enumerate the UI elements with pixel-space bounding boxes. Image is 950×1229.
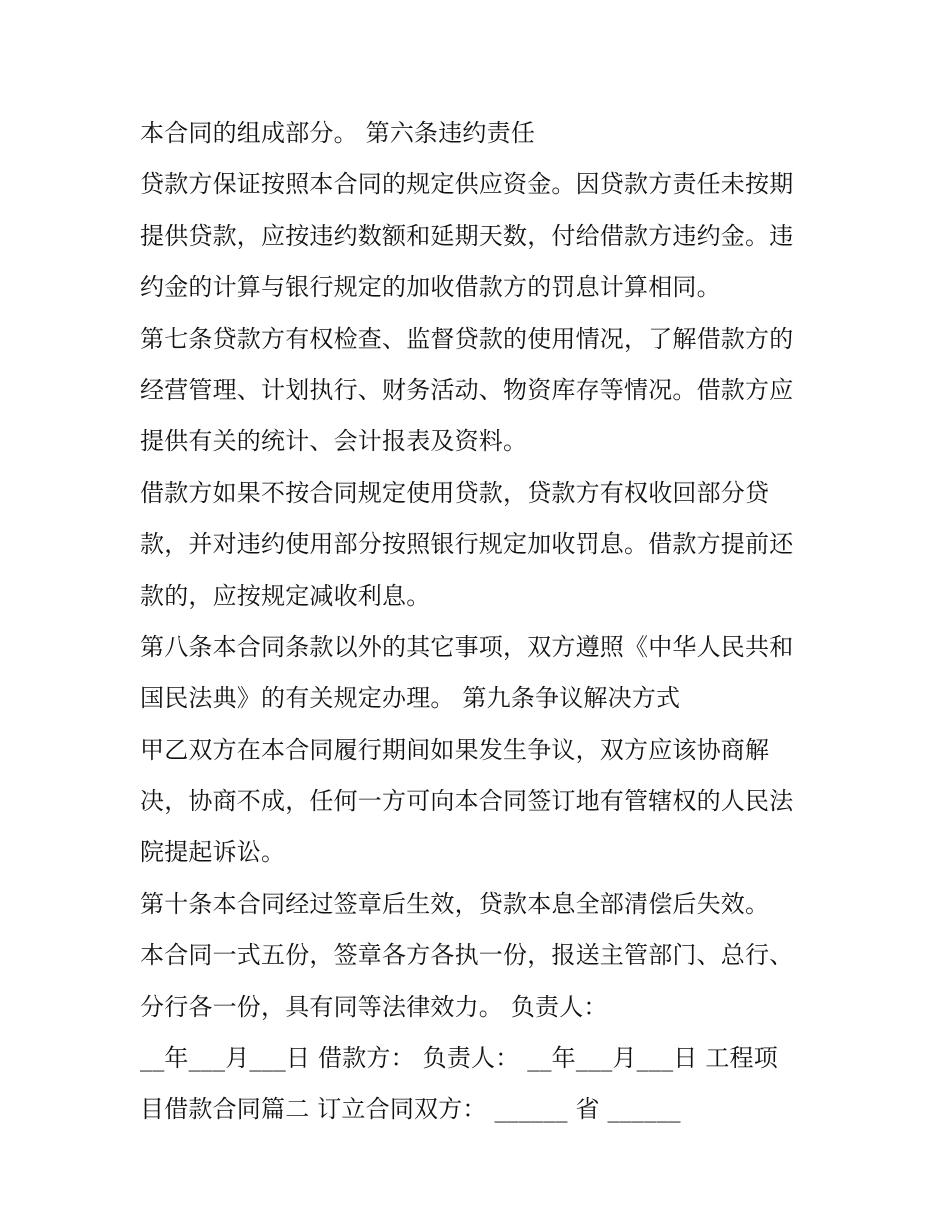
text-line: 款的，应按规定减收利息。 [140,581,431,610]
text-line: 借款方如果不按合同规定使用贷款，贷款方有权收回部分贷 [140,478,770,507]
document-body [140,108,830,1136]
text-line: 本合同一式五份，签章各方各执一份，报送主管部门、总行、 [140,941,794,970]
text-line: 决，协商不成，任何一方可向本合同签订地有管辖权的人民法 [140,787,794,816]
text-line: 甲乙双方在本合同履行期间如果发生争议，双方应该协商解 [140,735,770,764]
text-line: 第十条本合同经过签章后生效，贷款本息全部清偿后失效。 [140,889,770,918]
text-line: 第八条本合同条款以外的其它事项，双方遵照《中华人民共和 [140,632,794,661]
text-line: 经营管理、计划执行、财务活动、物资库存等情况。借款方应 [140,375,794,404]
text-line: 约金的计算与银行规定的加收借款方的罚息计算相同。 [140,273,721,302]
text-line: 第七条贷款方有权检查、监督贷款的使用情况，了解借款方的 [140,324,794,353]
text-line: 提供贷款，应按违约数额和延期天数，付给借款方违约金。违 [140,221,794,250]
text-line: 国民法典》的有关规定办理。 第九条争议解决方式 [140,684,681,713]
text-line: __年___月___日 借款方： 负责人： __年___月___日 工程项 [140,1044,778,1073]
text-line: 院提起诉讼。 [140,838,286,867]
text-line: 提供有关的统计、会计报表及资料。 [140,427,528,456]
text-line: 贷款方保证按照本合同的规定供应资金。因贷款方责任未按期 [140,170,794,199]
text-line: 分行各一份，具有同等法律效力。 负责人： [140,992,608,1021]
text-line: 本合同的组成部分。 第六条违约责任 [140,119,536,147]
text-line: 款，并对违约使用部分按照银行规定加收罚息。借款方提前还 [140,530,794,559]
text-line: 目借款合同篇二 订立合同双方： ______ 省 ______ [140,1095,681,1124]
